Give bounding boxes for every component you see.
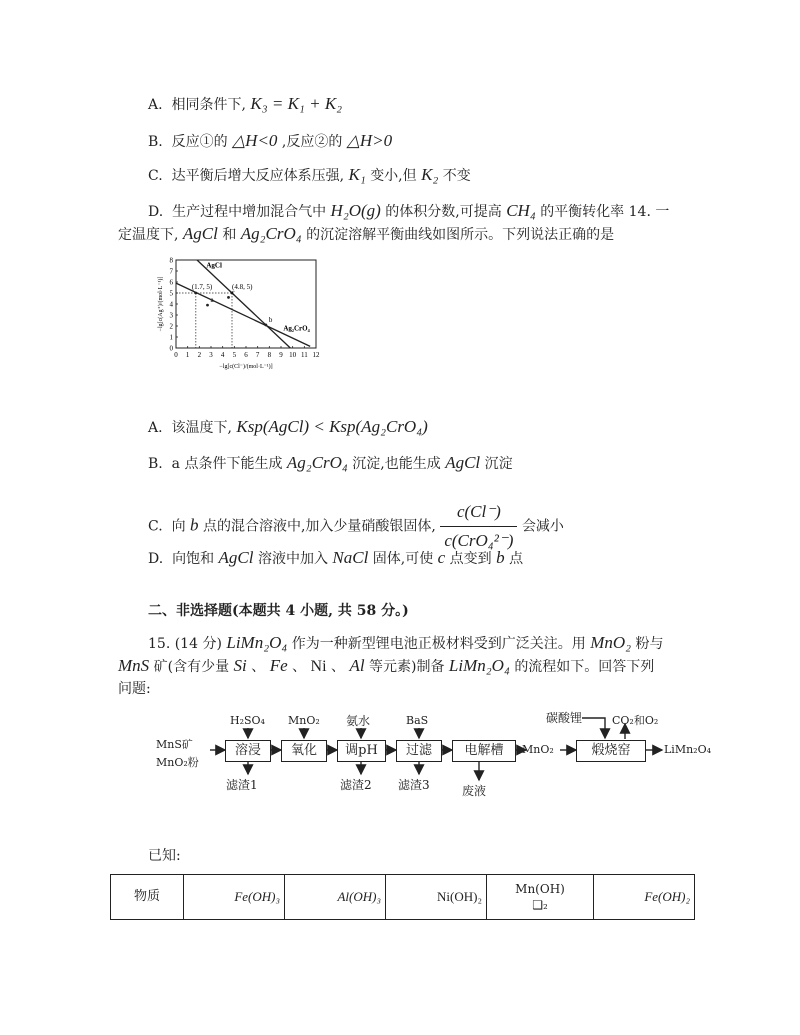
k-equation: K₃ = K₁ + K₂ bbox=[250, 94, 343, 113]
y-tick-label: 1 bbox=[169, 333, 173, 342]
step-oxidize: 氧化 bbox=[281, 740, 327, 762]
table-row bbox=[111, 875, 695, 920]
y-tick-label: 4 bbox=[169, 300, 173, 309]
mid-mno2: MnO₂ bbox=[522, 743, 554, 756]
x-tick-label: 9 bbox=[279, 351, 283, 359]
reagent-li2co3: 碳酸锂 bbox=[546, 711, 583, 725]
cell-feoh3: Fe(OH)₃ bbox=[184, 875, 285, 920]
q14-option-a: A. 该温度下, Ksp(AgCl) < Ksp(Ag₂CrO₄) bbox=[148, 417, 428, 436]
section-title: 二、非选择题(本题共 4 小题, 共 58 分。) bbox=[148, 603, 409, 619]
reagent-bas: BaS bbox=[406, 714, 429, 727]
table-header-substance: 物质 bbox=[111, 875, 184, 920]
y-tick-label: 2 bbox=[169, 322, 173, 331]
y-tick-label: 8 bbox=[169, 256, 173, 265]
point-label-0: (1.7, 5) bbox=[191, 283, 213, 291]
point-label-3: b bbox=[268, 315, 273, 324]
step-leach: 溶浸 bbox=[225, 740, 271, 762]
point-label-1: (4.8, 5) bbox=[232, 283, 253, 291]
point-marker-3 bbox=[264, 324, 267, 327]
y-tick-label: 3 bbox=[169, 311, 173, 320]
hydroxide-table bbox=[110, 874, 695, 920]
q15-line1: 15. (14 分) LiMn₂O₄ 作为一种新型锂电池正极材料受到广泛关注。用 MnO₂ 粉与 bbox=[148, 633, 664, 652]
x-tick-label: 12 bbox=[312, 351, 320, 359]
y-tick-label: 6 bbox=[169, 278, 173, 287]
solubility-chart bbox=[142, 252, 327, 374]
x-tick-label: 7 bbox=[255, 351, 260, 359]
known-label: 已知: bbox=[148, 848, 181, 864]
point-label-2: a bbox=[210, 296, 214, 305]
q14-option-c: C. 向 b 点的混合溶液中,加入少量硝酸银固体, $\frac{c(Cl^-)}{\text{c(CrO₄²⁻)}}$ 会减小 bbox=[148, 500, 564, 553]
gas-out: CO₂和O₂ bbox=[612, 714, 659, 727]
x-tick-label: 8 bbox=[267, 351, 272, 359]
y-tick-label: 7 bbox=[169, 267, 173, 276]
x-tick-label: 5 bbox=[232, 351, 237, 359]
q14-option-d: D. 向饱和 AgCl 溶液中加入 NaCl 固体,可使 c 点变到 b 点 bbox=[148, 548, 524, 567]
x-tick-label: 10 bbox=[289, 351, 297, 359]
cell-feoh2: Fe(OH)₂ bbox=[594, 875, 695, 920]
step-electrolysis: 电解槽 bbox=[452, 740, 516, 762]
residue-2: 滤渣2 bbox=[340, 778, 372, 792]
q14-option-b: B. a 点条件下能生成 Ag₂CrO₄ 沉淀,也能生成 AgCl 沉淀 bbox=[148, 453, 513, 472]
y-tick-label: 0 bbox=[169, 344, 173, 353]
x-tick-label: 1 bbox=[185, 351, 190, 359]
point-marker-0 bbox=[194, 292, 197, 295]
x-tick-label: 11 bbox=[300, 351, 308, 359]
product-limn2o4: LiMn₂O₄ bbox=[664, 743, 712, 756]
series-label-agcl: AgCl bbox=[206, 261, 222, 270]
q13-option-a: A. 相同条件下, K₃ = K₁ + K₂ bbox=[148, 94, 343, 113]
cell-mnoh2: Mn(OH) ❑₂ bbox=[487, 875, 594, 920]
q15-line3: 问题: bbox=[118, 681, 151, 697]
residue-3: 滤渣3 bbox=[398, 778, 430, 792]
q14-stem: 定温度下, AgCl 和 Ag₂CrO₄ 的沉淀溶解平衡曲线如图所示。下列说法正确的是 bbox=[118, 224, 615, 243]
y-axis-label: −lg[c(Ag⁺)/(mol·L⁻¹)] bbox=[158, 276, 164, 332]
reagent-h2so4: H₂SO₄ bbox=[230, 714, 265, 727]
point-marker-4 bbox=[227, 296, 230, 299]
x-axis-label: −lg[c(Cl⁻)/(mol·L⁻¹)] bbox=[219, 364, 273, 370]
step-calcination: 煅烧窑 bbox=[576, 740, 646, 762]
q13-option-c: C. 达平衡后增大反应体系压强, K₁ 变小,但 K₂ 不变 bbox=[148, 165, 471, 184]
residue-1: 滤渣1 bbox=[226, 778, 258, 792]
x-tick-label: 2 bbox=[197, 351, 202, 359]
x-tick-label: 0 bbox=[174, 351, 178, 359]
y-tick-label: 5 bbox=[169, 289, 173, 298]
x-tick-label: 4 bbox=[220, 351, 225, 359]
series-label-ag2cro4: Ag₂CrO₄ bbox=[283, 324, 310, 333]
q15-line2: MnS 矿(含有少量 Si 、 Fe 、 Ni 、 Al 等元素)制备 LiMn₂O₄ 的流程如下。回答下列 bbox=[118, 656, 655, 675]
plot-frame bbox=[176, 260, 316, 348]
reagent-ammonia: 氨水 bbox=[346, 714, 371, 728]
x-tick-label: 6 bbox=[244, 351, 248, 359]
input-mns-ore: MnS矿 bbox=[156, 738, 193, 751]
step-adjust-ph: 调pH bbox=[337, 740, 386, 762]
process-flowchart bbox=[150, 706, 720, 806]
cell-aloh3: Al(OH)₃ bbox=[285, 875, 386, 920]
point-marker-2 bbox=[206, 304, 209, 307]
step-filter: 过滤 bbox=[396, 740, 442, 762]
x-tick-label: 3 bbox=[209, 351, 213, 359]
cell-nioh2: Ni(OH)₂ bbox=[386, 875, 487, 920]
q13-option-b: B. 反应①的 △H<0 ,反应②的 △H>0 bbox=[148, 131, 393, 150]
ratio-fraction: $\frac{c(Cl^-)}{\text{c(CrO₄²⁻)}}$ bbox=[440, 500, 517, 553]
q13-option-d: D. 生产过程中增加混合气中 H₂O(g) 的体积分数,可提高 CH₄ 的平衡转化率 14. 一 bbox=[148, 201, 670, 220]
point-label-4: c bbox=[231, 288, 235, 297]
input-mno2-powder: MnO₂粉 bbox=[156, 756, 199, 769]
reagent-mno2: MnO₂ bbox=[288, 714, 320, 727]
waste-liquid: 废液 bbox=[462, 784, 487, 798]
